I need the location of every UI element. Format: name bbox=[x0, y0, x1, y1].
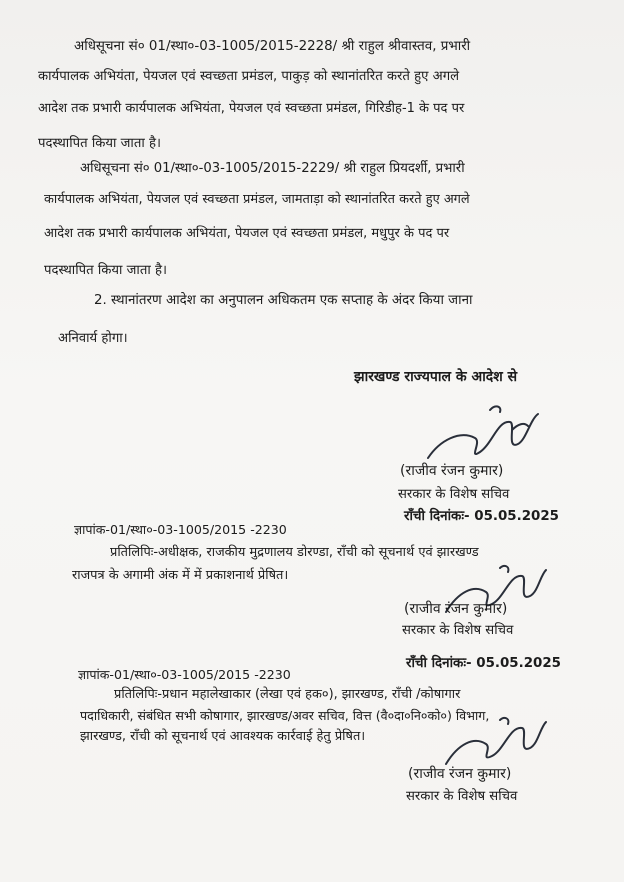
copy-2-memo-number: ज्ञापांक-01/स्था०-03-1005/2015 -2230 bbox=[78, 667, 291, 682]
signatory-1-designation: सरकार के विशेष सचिव bbox=[398, 487, 510, 502]
notification-1-line-4: पदस्थापित किया जाता है। bbox=[38, 136, 161, 151]
copy-1-memo-number: ज्ञापांक-01/स्था०-03-1005/2015 -2230 bbox=[74, 522, 287, 537]
copy-2-line-1: प्रतिलिपिः-प्रधान महालेखाकार (लेखा एवं हक०), झारखण्ड, राँची /कोषागार bbox=[114, 687, 461, 702]
signatory-3-name: (राजीव रंजन कुमार) bbox=[408, 766, 512, 782]
notification-2-line-2: कार्यपालक अभियंता, पेयजल एवं स्वच्छता प्रमंडल, जामताड़ा को स्थानांतरित करते हुए अगले bbox=[44, 192, 470, 207]
notification-2-line-3: आदेश तक प्रभारी कार्यपालक अभियंता, पेयजल एवं स्वच्छता प्रमंडल, मधुपुर के पद पर bbox=[44, 226, 450, 241]
point-2-line-1: 2. स्थानांतरण आदेश का अनुपालन अधिकतम एक सप्ताह के अंदर किया जाना bbox=[94, 293, 473, 308]
notification-1-line-1: अधिसूचना सं० 01/स्था०-03-1005/2015-2228/ श्री राहुल श्रीवास्तव, प्रभारी bbox=[74, 39, 471, 54]
copy-1-line-1: प्रतिलिपिः-अधीक्षक, राजकीय मुद्रणालय डोरण्डा, राँची को सूचनार्थ एवं झारखण्ड bbox=[110, 545, 479, 560]
copy-1-line-2: राजपत्र के अगामी अंक में में प्रकाशनार्थ प्रेषित। bbox=[72, 568, 289, 583]
notification-2-line-1: अधिसूचना सं० 01/स्था०-03-1005/2015-2229/ श्री राहुल प्रियदर्शी, प्रभारी bbox=[80, 161, 465, 176]
notification-1-line-2: कार्यपालक अभियंता, पेयजल एवं स्वच्छता प्रमंडल, पाकुड़ को स्थानांतरित करते हुए अगले bbox=[38, 69, 460, 84]
notification-2-line-4: पदस्थापित किया जाता है। bbox=[44, 263, 167, 278]
governor-order-line: झारखण्ड राज्यपाल के आदेश से bbox=[354, 369, 518, 385]
copy-1-date: राँची दिनांकः- 05.05.2025 bbox=[404, 509, 559, 524]
copy-2-line-3: झारखण्ड, राँची को सूचनार्थ एवं आवश्यक कार्रवाई हेतु प्रेषित। bbox=[80, 729, 366, 744]
copy-2-date: राँची दिनांकः- 05.05.2025 bbox=[406, 656, 561, 671]
signatory-3-designation: सरकार के विशेष सचिव bbox=[406, 789, 518, 804]
point-2-line-2: अनिवार्य होगा। bbox=[58, 331, 128, 346]
signatory-2-designation: सरकार के विशेष सचिव bbox=[402, 623, 514, 638]
notification-1-line-3: आदेश तक प्रभारी कार्यपालक अभियंता, पेयजल एवं स्वच्छता प्रमंडल, गिरिडीह-1 के पद पर bbox=[38, 101, 465, 116]
copy-2-line-2: पदाधिकारी, संबंधित सभी कोषागार, झारखण्ड/अवर सचिव, वित्त (वै०दा०नि०को०) विभाग, bbox=[80, 708, 490, 723]
signatory-2-name: (राजीव रंजन कुमार) bbox=[404, 601, 508, 617]
signatory-1-name: (राजीव रंजन कुमार) bbox=[400, 463, 504, 479]
